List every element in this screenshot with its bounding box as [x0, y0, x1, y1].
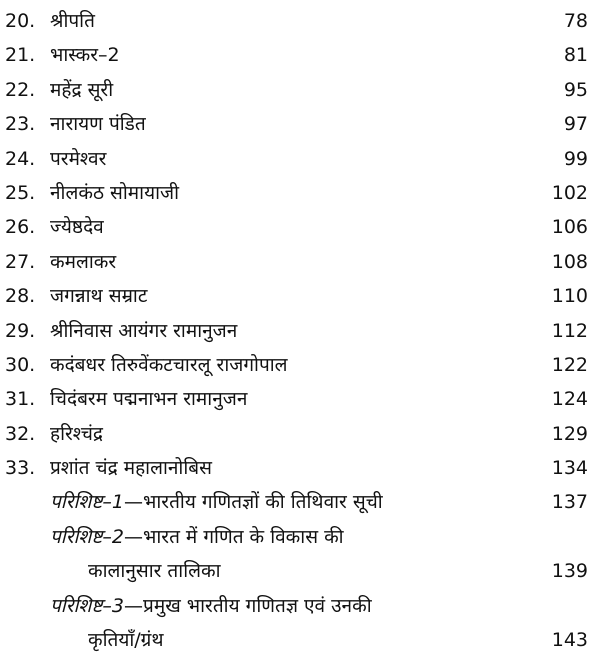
appendix-title — [50, 520, 344, 554]
appendix-continuation-text: कालानुसार तालिका — [88, 560, 221, 583]
appendix-dash: — — [124, 491, 144, 514]
entry-title: प्रशांत चंद्र महालानोबिस — [50, 457, 212, 480]
appendix-title — [50, 589, 372, 623]
table-of-contents — [0, 4, 600, 657]
appendix-label: परिशिष्ट–3 — [50, 594, 125, 617]
entry-title: श्रीपति — [50, 10, 95, 32]
appendix-title — [50, 485, 383, 519]
toc-appendix-3-continuation — [0, 623, 600, 657]
appendix-dash: — — [124, 594, 144, 617]
entry-page-number: 81 — [563, 44, 588, 67]
entry-title: ज्येष्ठदेव — [50, 216, 104, 239]
toc-entry-33 — [0, 451, 600, 485]
appendix-text: प्रमुख भारतीय गणितज्ञ एवं उनकी — [143, 594, 372, 617]
entry-page-number: 108 — [551, 250, 588, 273]
entry-page-number: 97 — [563, 113, 588, 136]
appendix-continuation-text: कृतियाँ/ग्रंथ — [88, 629, 164, 652]
entry-title: जगन्नाथ सम्राट — [50, 285, 148, 308]
entry-number: 30. — [5, 353, 36, 376]
entry-page-number: 129 — [551, 422, 588, 445]
toc-entry-24 — [0, 142, 600, 176]
entry-title: परमेश्वर — [50, 147, 107, 170]
appendix-page-number: 137 — [551, 491, 588, 514]
entry-page-number: 124 — [551, 388, 588, 411]
toc-entry-31 — [0, 382, 600, 416]
entry-page-number: 102 — [551, 181, 588, 204]
entry-page-number: 112 — [551, 319, 588, 342]
entry-number: 21. — [5, 44, 36, 67]
toc-appendix-1 — [0, 485, 600, 519]
entry-page-number: 134 — [551, 457, 588, 480]
toc-appendix-2-continuation — [0, 554, 600, 588]
toc-entry-32 — [0, 417, 600, 451]
entry-number: 31. — [5, 388, 36, 411]
toc-entry-21 — [0, 38, 600, 72]
entry-number: 20. — [5, 10, 36, 32]
entry-page-number: 106 — [551, 216, 588, 239]
entry-number: 26. — [5, 216, 36, 239]
toc-entry-22 — [0, 73, 600, 107]
toc-entry-30 — [0, 348, 600, 382]
entry-number: 33. — [5, 457, 36, 480]
appendix-dash: — — [124, 525, 144, 548]
entry-title: नीलकंठ सोमायाजी — [50, 181, 180, 204]
appendix-page-number: 143 — [551, 629, 588, 652]
toc-entry-20 — [0, 4, 600, 38]
entry-number: 27. — [5, 250, 36, 273]
entry-title: भास्कर–2 — [50, 44, 120, 67]
entry-title: कमलाकर — [50, 250, 117, 273]
toc-entry-26 — [0, 210, 600, 244]
entry-number: 32. — [5, 422, 36, 445]
entry-number: 28. — [5, 285, 36, 308]
toc-entry-29 — [0, 314, 600, 348]
entry-title: कदंबधर तिरुवेंकटचारलू राजगोपाल — [50, 353, 288, 376]
entry-number: 29. — [5, 319, 36, 342]
entry-number: 22. — [5, 78, 36, 101]
entry-number: 25. — [5, 181, 36, 204]
appendix-label: परिशिष्ट–2 — [50, 525, 125, 548]
entry-title: हरिश्चंद्र — [50, 422, 104, 445]
appendix-page-number: 139 — [551, 560, 588, 583]
entry-page-number: 122 — [551, 353, 588, 376]
entry-number: 24. — [5, 147, 36, 170]
entry-title: नारायण पंडित — [50, 113, 146, 136]
entry-page-number: 78 — [563, 10, 588, 32]
entry-number: 23. — [5, 113, 36, 136]
appendix-text: भारत में गणित के विकास की — [143, 525, 344, 548]
toc-entry-23 — [0, 107, 600, 141]
entry-title: श्रीनिवास आयंगर रामानुजन — [50, 319, 238, 342]
toc-entry-28 — [0, 279, 600, 313]
toc-entry-27 — [0, 245, 600, 279]
entry-page-number: 95 — [563, 78, 588, 101]
entry-title: चिदंबरम पद्मनाभन रामानुजन — [50, 388, 248, 411]
appendix-text: भारतीय गणितज्ञों की तिथिवार सूची — [143, 491, 383, 514]
entry-title: महेंद्र सूरी — [50, 78, 114, 101]
toc-entry-25 — [0, 176, 600, 210]
toc-appendix-3 — [0, 589, 600, 623]
appendix-label: परिशिष्ट–1 — [50, 491, 125, 514]
entry-page-number: 110 — [551, 285, 588, 308]
toc-appendix-2 — [0, 520, 600, 554]
entry-page-number: 99 — [563, 147, 588, 170]
